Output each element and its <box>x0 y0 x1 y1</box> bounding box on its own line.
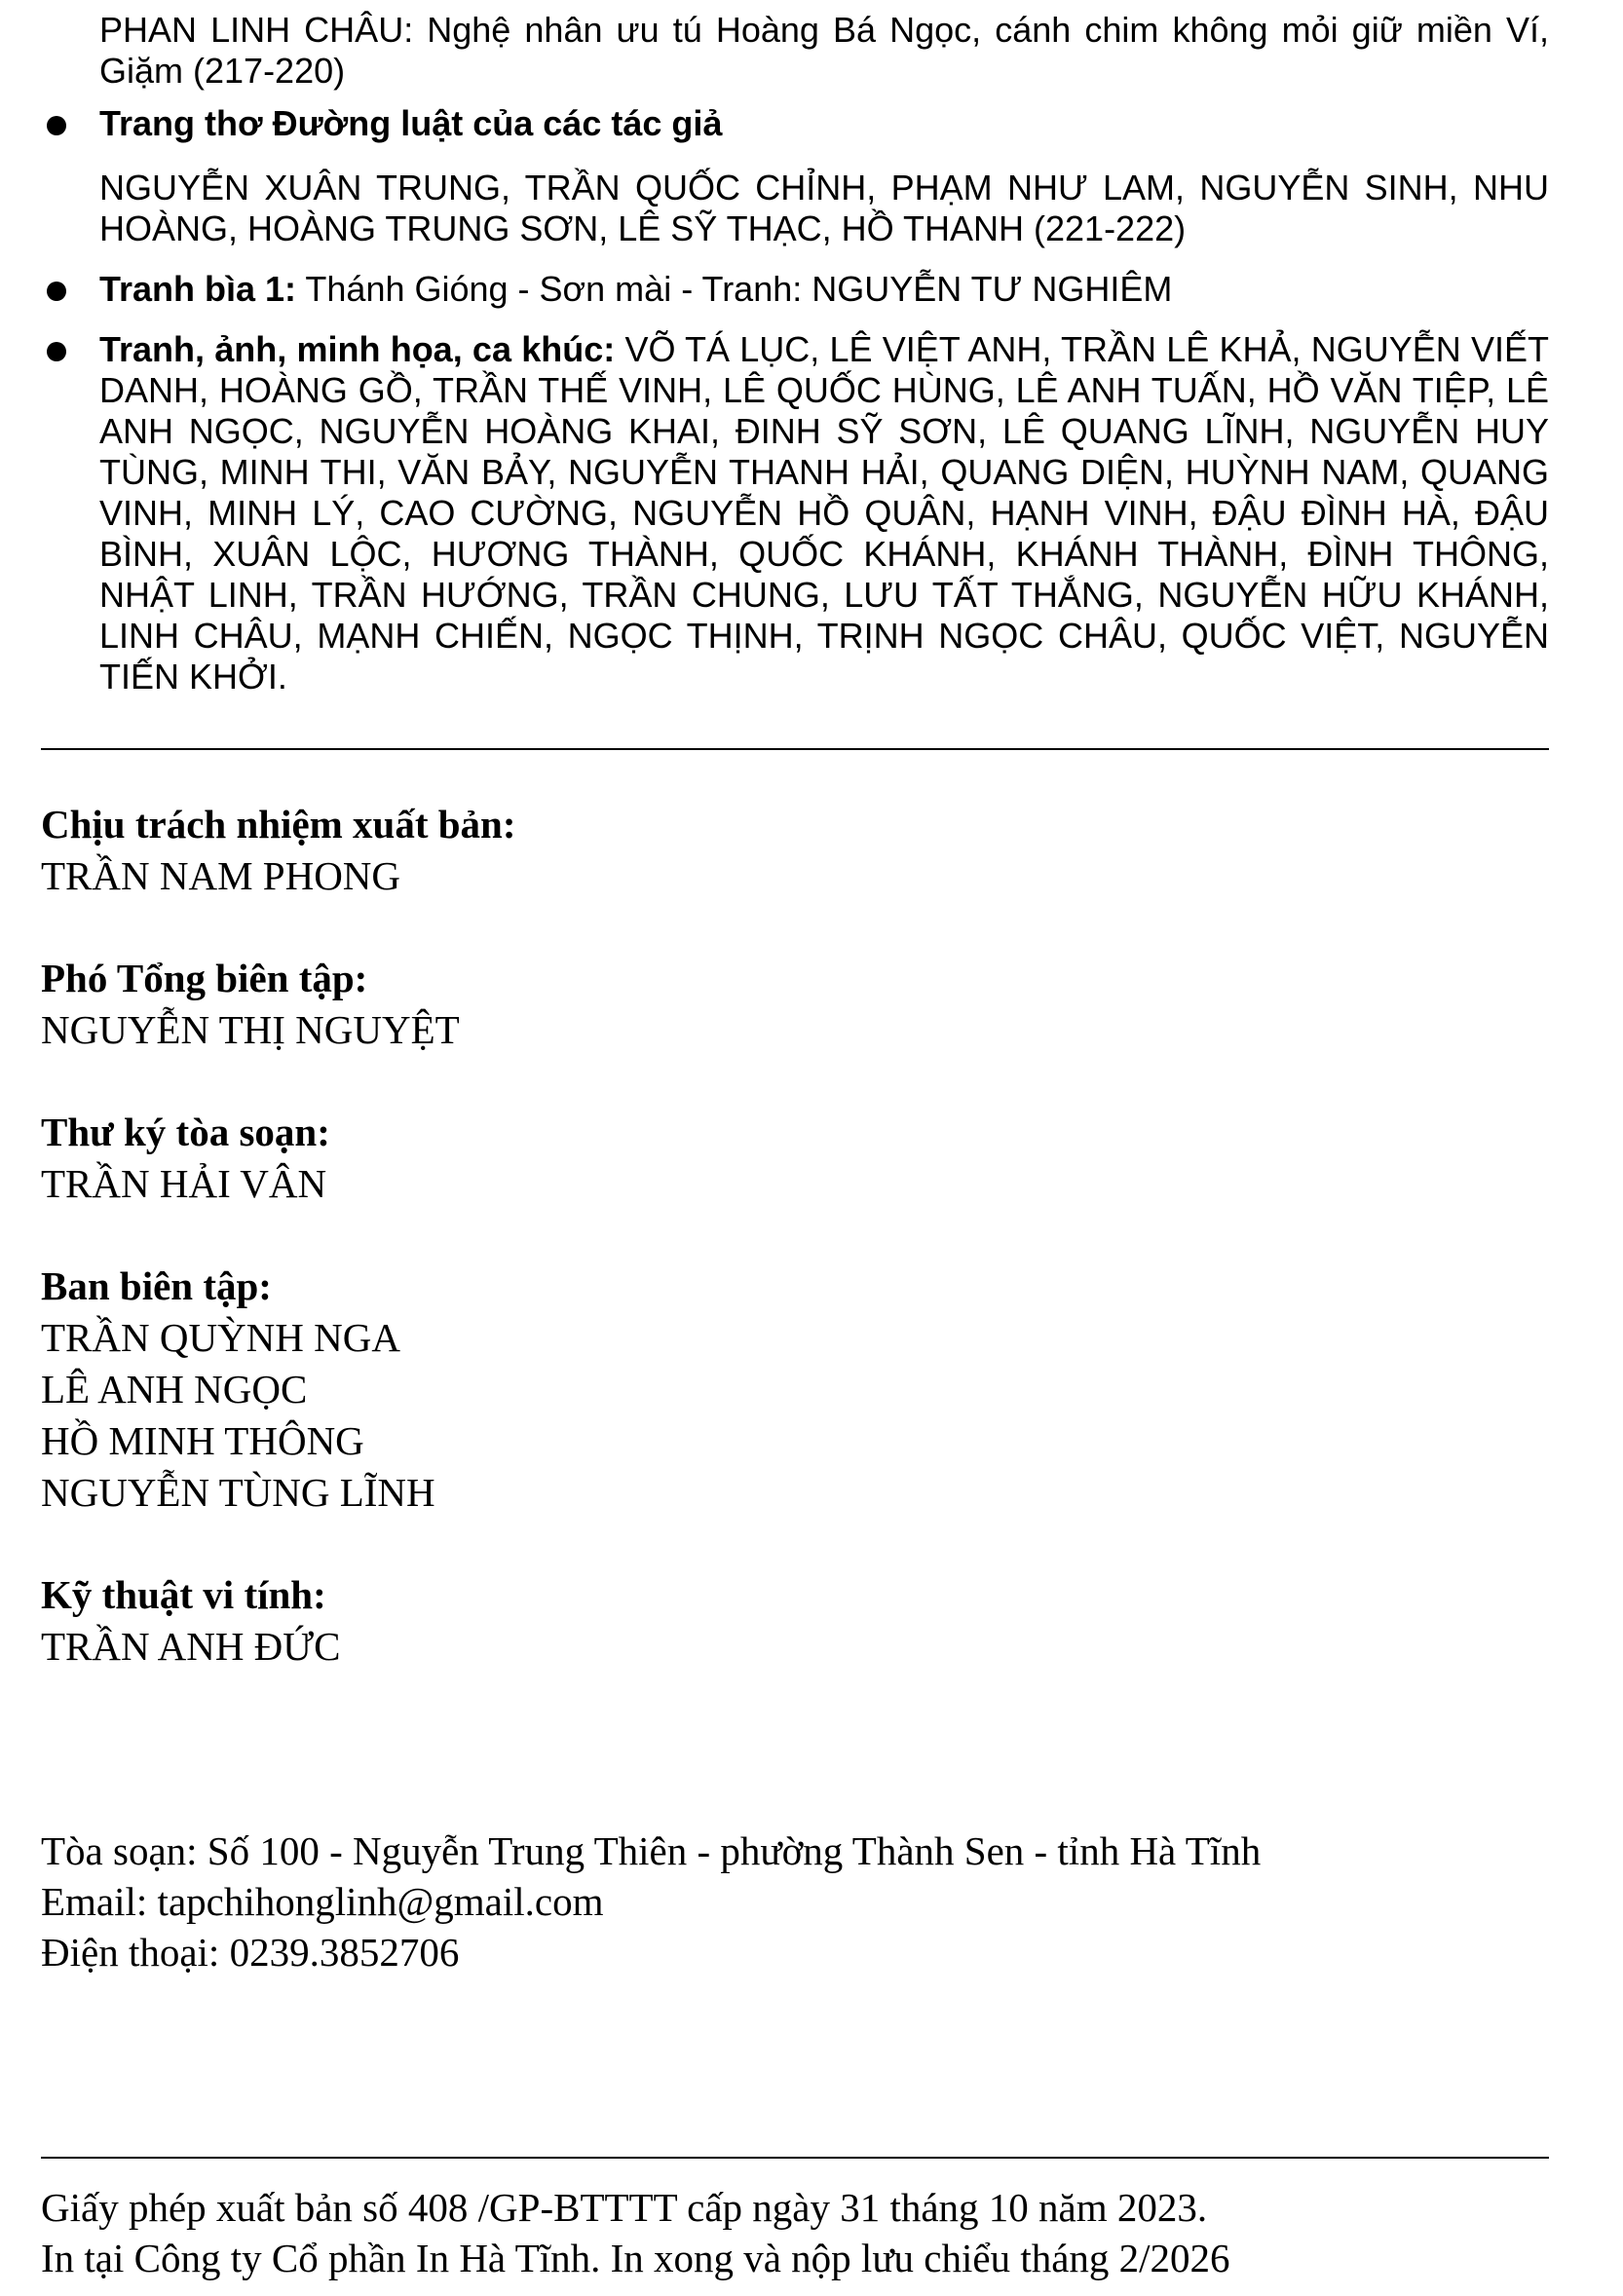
bullet-icon <box>47 282 66 301</box>
poetry-authors: NGUYỄN XUÂN TRUNG, TRẦN QUỐC CHỈNH, PHẠM NHƯ LAM, NGUYỄN SINH, NHU HOÀNG, HOÀNG TRUNG SƠN, LÊ SỸ THẠC, HỒ THANH (221-222) <box>99 168 1549 248</box>
staff-name: NGUYỄN THỊ NGUYỆT <box>41 1007 460 1052</box>
computer-technician-title: Kỹ thuật vi tính: <box>41 1572 326 1617</box>
staff-name: TRẦN HẢI VÂN <box>41 1161 327 1206</box>
email-line: Email: tapchihonglinh@gmail.com <box>41 1879 604 1924</box>
secretary-section <box>41 1107 1549 1210</box>
deputy-editor-section <box>41 953 1549 1056</box>
staff-name: TRẦN ANH ĐỨC <box>41 1624 341 1669</box>
editorial-board-title: Ban biên tập: <box>41 1263 272 1308</box>
bullet-icon <box>47 116 66 135</box>
computer-technician-section <box>41 1569 1549 1673</box>
illustrations-label: Tranh, ảnh, minh họa, ca khúc: <box>99 329 616 369</box>
toc-cover-entry <box>41 269 1549 310</box>
permit-line: Giấy phép xuất bản số 408 /GP-BTTTT cấp ngày 31 tháng 10 năm 2023. <box>41 2185 1208 2230</box>
staff-name: HỒ MINH THÔNG <box>41 1418 364 1463</box>
cover-text: Thánh Gióng - Sơn mài - Tranh: NGUYỄN TƯ NGHIÊM <box>305 269 1173 309</box>
editorial-board-section <box>41 1261 1549 1519</box>
staff-name: TRẦN QUỲNH NGA <box>41 1315 400 1360</box>
license-section <box>41 2182 1549 2283</box>
deputy-editor-title: Phó Tổng biên tập: <box>41 956 368 1000</box>
phone-line: Điện thoại: 0239.3852706 <box>41 1930 460 1975</box>
toc-continued-entry: PHAN LINH CHÂU: Nghệ nhân ưu tú Hoàng Bá Ngọc, cánh chim không mỏi giữ miền Ví, Giặm (217-220) <box>99 10 1549 91</box>
bullet-icon <box>47 342 66 361</box>
publisher-title: Chịu trách nhiệm xuất bản: <box>41 802 516 847</box>
cover-label: Tranh bìa 1: <box>99 269 297 309</box>
staff-name: LÊ ANH NGỌC <box>41 1367 308 1411</box>
printing-line: In tại Công ty Cổ phần In Hà Tĩnh. In xong và nộp lưu chiểu tháng 2/2026 <box>41 2236 1230 2280</box>
staff-name: NGUYỄN TÙNG LĨNH <box>41 1470 435 1515</box>
poetry-title: Trang thơ Đường luật của các tác giả <box>99 103 723 143</box>
toc-poetry-heading <box>41 103 1549 144</box>
publisher-section <box>41 799 1549 902</box>
contact-section <box>41 1826 1549 1977</box>
divider-bottom <box>41 2157 1549 2159</box>
secretary-title: Thư ký tòa soạn: <box>41 1110 330 1154</box>
divider-top <box>41 748 1549 750</box>
illustrations-text: VÕ TÁ LỤC, LÊ VIỆT ANH, TRẦN LÊ KHẢ, NGUYỄN VIẾT DANH, HOÀNG GỒ, TRẦN THẾ VINH, LÊ QUỐC HÙNG, LÊ ANH TUẤN, HỒ VĂN TIỆP, LÊ ANH NGỌC, NGUYỄN HOÀNG KHAI, ĐINH SỸ SƠN, LÊ QUANG LĨNH, NGUYỄN HUY TÙNG, MINH THI, VĂN BẢY, NGUYỄN THANH HẢI, QUANG DIỆN, HUỲNH NAM, QUANG VINH, MINH LÝ, CAO CƯỜNG, NGUYỄN HỒ QUÂN, HẠNH VINH, ĐẬU ĐÌNH HÀ, ĐẬU BÌNH, XUÂN LỘC, HƯƠNG THÀNH, QUỐC KHÁNH, KHÁNH THÀNH, ĐÌNH THÔNG, NHẬT LINH, TRẦN HƯỚNG, TRẦN CHUNG, LƯU TẤT THẮNG, NGUYỄN HỮU KHÁNH, LINH CHÂU, MẠNH CHIẾN, NGỌC THỊNH, TRỊNH NGỌC CHÂU, QUỐC VIỆT, NGUYỄN TIẾN KHỞI. <box>99 329 1549 696</box>
toc-illustrations-entry <box>41 329 1549 697</box>
office-address: Tòa soạn: Số 100 - Nguyễn Trung Thiên - phường Thành Sen - tỉnh Hà Tĩnh <box>41 1828 1262 1873</box>
staff-name: TRẦN NAM PHONG <box>41 853 401 898</box>
staff-section <box>41 799 1549 1723</box>
toc-section <box>41 10 1549 697</box>
